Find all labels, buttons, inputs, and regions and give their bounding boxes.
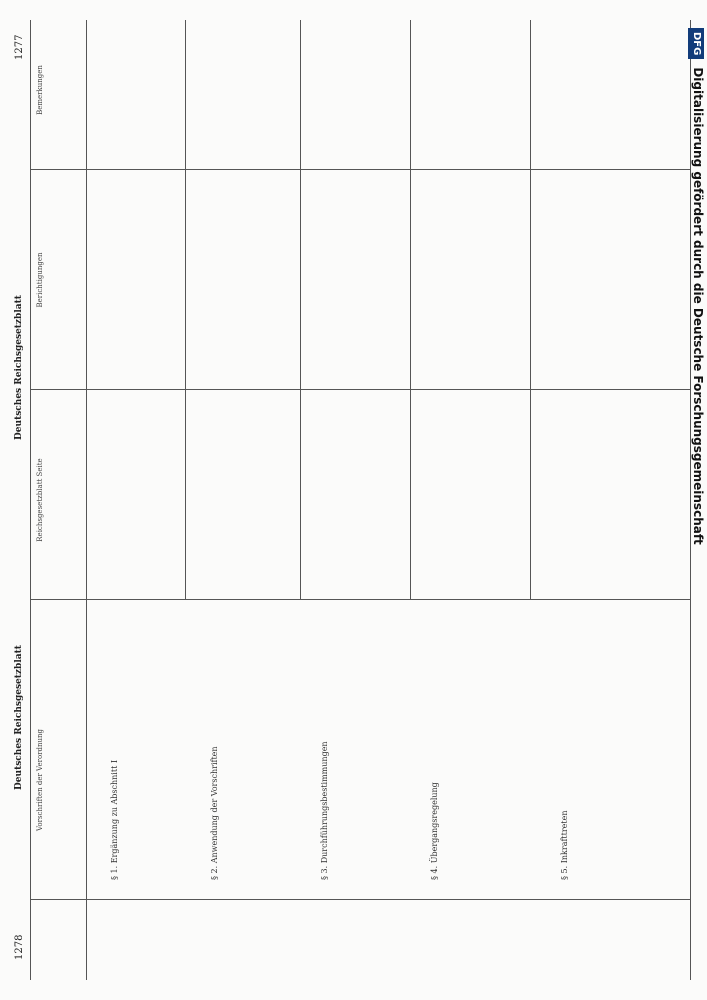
page-number-left: 1278: [14, 934, 25, 960]
row-rule: [300, 20, 301, 600]
row-rule: [530, 20, 531, 600]
digitization-notice: Digitalisierung gefördert durch die Deutsche Forschungsgemeinschaft: [691, 67, 705, 545]
header-left: Deutsches Reichsgesetzblatt: [14, 645, 24, 790]
page-number-right: 1277: [14, 34, 25, 60]
row-rule: [185, 20, 186, 600]
col2-title: Reichsgesetzblatt Seite: [36, 458, 44, 542]
body-line: § 4. Übergangsregelung: [430, 782, 439, 880]
body-line: § 2. Anwendung der Vorschriften: [210, 746, 219, 880]
col-sep-1: [30, 899, 690, 900]
col4-title: Bemerkungen: [36, 65, 44, 115]
row-rule: [410, 20, 411, 600]
body-line: § 3. Durchführungsbestimmungen: [320, 741, 329, 880]
col-sep-3: [30, 389, 690, 390]
col1-title: Vorschriften der Verordnung: [36, 729, 44, 832]
body-line: § 5. Inkrafttreten: [560, 810, 569, 880]
col3-title: Berichtigungen: [36, 252, 44, 308]
header-rule: [86, 20, 87, 980]
dfg-logo: DFG: [688, 28, 704, 59]
top-rule: [30, 20, 31, 980]
header-right: Deutsches Reichsgesetzblatt: [14, 295, 24, 440]
col-sep-2: [30, 599, 690, 600]
body-line: § 1. Ergänzung zu Abschnitt I: [110, 760, 119, 880]
col-sep-4: [30, 169, 690, 170]
digitization-band: [688, 0, 707, 1000]
